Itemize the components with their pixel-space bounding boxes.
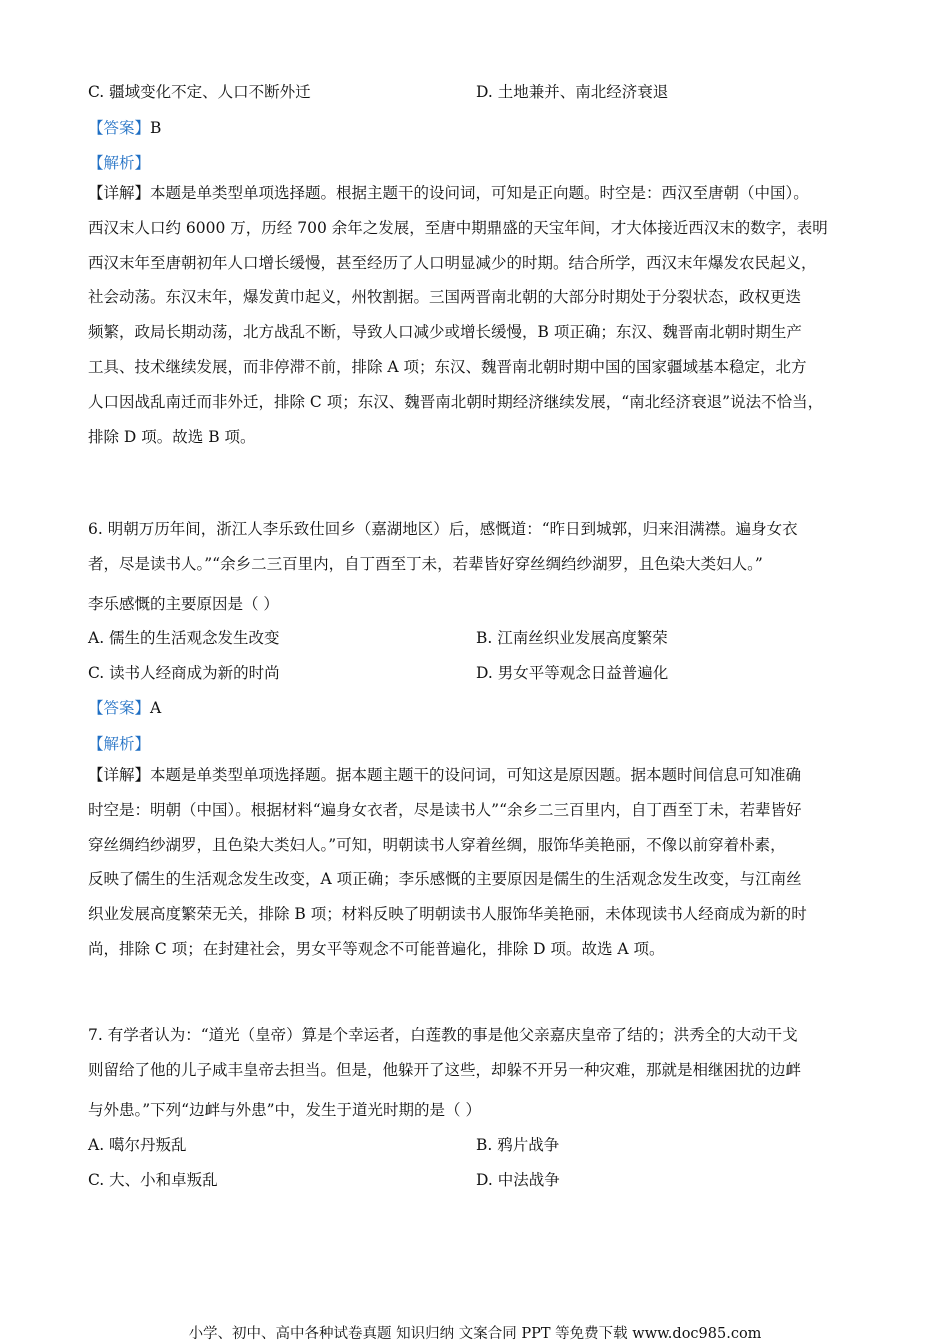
q6-option-d: D. 男女平等观念日益普遍化 bbox=[476, 664, 669, 682]
q6-option-b: B. 江南丝织业发展高度繁荣 bbox=[476, 629, 668, 647]
stem-line: 则留给了他的儿子咸丰皇帝去担当。但是，他躲开了这些，却躲不开另一种灾难，那就是相继困扰的边衅 bbox=[88, 1060, 802, 1079]
detail-line: 尚，排除 C 项；在封建社会，男女平等观念不可能普遍化，排除 D 项。故选 A 项。 bbox=[88, 939, 665, 958]
detail-line: 工具、技术继续发展，而非停滞不前，排除 A 项；东汉、魏晋南北朝时期中国的国家疆域基本稳定，北方 bbox=[88, 357, 807, 376]
q6-option-c: C. 读书人经商成为新的时尚 bbox=[88, 664, 280, 682]
q6-answer bbox=[88, 696, 161, 718]
detail-line: 西汉末人口约 6000 万，历经 700 余年之发展，至唐中期鼎盛的天宝年间，才大体接近西汉末的数字，表明 bbox=[88, 218, 828, 237]
q7-option-c: C. 大、小和卓叛乱 bbox=[88, 1171, 218, 1189]
q6-stem-question: 李乐感慨的主要原因是（ ） bbox=[88, 595, 279, 613]
detail-line: 时空是：明朝（中国）。根据材料“遍身女衣者，尽是读书人”“余乡二三百里内，自丁酉至丁未，若辈皆好 bbox=[88, 800, 802, 819]
q7-option-d: D. 中法战争 bbox=[476, 1171, 560, 1189]
detail-line: 社会动荡。东汉末年，爆发黄巾起义，州牧割据。三国两晋南北朝的大部分时期处于分裂状态，政权更迭 bbox=[88, 288, 802, 307]
page-footer: 小学、初中、高中各种试卷真题 知识归纳 文案合同 PPT 等免费下载 www.doc985.com bbox=[188, 1326, 762, 1342]
q5-detail bbox=[88, 176, 868, 454]
q5-analysis-tag: 【解析】 bbox=[88, 154, 151, 172]
detail-line: 排除 D 项。故选 B 项。 bbox=[88, 427, 256, 446]
detail-line: 频繁，政局长期动荡，北方战乱不断，导致人口减少或增长缓慢，B 项正确；东汉、魏晋南北朝时期生产 bbox=[88, 323, 802, 342]
q7-option-a: A. 噶尔丹叛乱 bbox=[88, 1136, 187, 1154]
q7-option-b: B. 鸦片战争 bbox=[476, 1136, 560, 1154]
detail-line: 反映了儒生的生活观念发生改变，A 项正确；李乐感慨的主要原因是儒生的生活观念发生改变，与江南丝 bbox=[88, 870, 802, 889]
stem-line: 7. 有学者认为：“道光（皇帝）算是个幸运者，白莲教的事是他父亲嘉庆皇帝了结的；洪秀全的大动干戈 bbox=[88, 1026, 798, 1044]
detail-line: 西汉末年至唐朝初年人口增长缓慢，甚至经历了人口明显减少的时期。结合所学，西汉末年爆发农民起义， bbox=[88, 253, 817, 272]
answer-tag: 【答案】 bbox=[88, 119, 151, 137]
q6-analysis-tag: 【解析】 bbox=[88, 735, 151, 753]
stem-line: 6. 明朝万历年间，浙江人李乐致仕回乡（嘉湖地区）后，感慨道：“昨日到城郭，归来泪满襟。遍身女衣 bbox=[88, 520, 798, 538]
q6-detail bbox=[88, 758, 868, 967]
detail-line: 【详解】本题是单类型单项选择题。根据主题干的设问词，可知是正向题。时空是：西汉至唐朝（中国）。 bbox=[88, 184, 809, 202]
q6-stem bbox=[88, 512, 868, 582]
detail-line: 织业发展高度繁荣无关，排除 B 项；材料反映了明朝读书人服饰华美艳丽，未体现读书人经商成为新的时 bbox=[88, 905, 807, 924]
detail-line: 穿丝绸绉纱湖罗，且色染大类妇人。”可知，明朝读书人穿着丝绸，服饰华美艳丽，不像以前穿着朴素， bbox=[88, 835, 786, 854]
q7-stem bbox=[88, 1018, 868, 1088]
answer-tag: 【答案】 bbox=[88, 699, 151, 717]
q5-option-c: C. 疆域变化不定、人口不断外迁 bbox=[88, 83, 311, 101]
answer-value: B bbox=[150, 119, 162, 137]
answer-value: A bbox=[150, 699, 162, 717]
detail-line: 人口因战乱南迁而非外迁，排除 C 项；东汉、魏晋南北朝时期经济继续发展，“南北经济衰退”说法不恰当， bbox=[88, 392, 824, 411]
detail-line: 【详解】本题是单类型单项选择题。据本题主题干的设问词，可知这是原因题。据本题时间信息可知准确 bbox=[88, 766, 802, 784]
stem-line: 者，尽是读书人。”“余乡二三百里内，自丁酉至丁未，若辈皆好穿丝绸绉纱湖罗，且色染大类妇人。” bbox=[88, 554, 763, 573]
q5-answer bbox=[88, 116, 161, 138]
q7-stem-question: 与外患。”下列“边衅与外患”中，发生于道光时期的是（ ） bbox=[88, 1101, 481, 1119]
q5-option-d: D. 土地兼并、南北经济衰退 bbox=[476, 83, 669, 101]
q6-option-a: A. 儒生的生活观念发生改变 bbox=[88, 629, 280, 647]
